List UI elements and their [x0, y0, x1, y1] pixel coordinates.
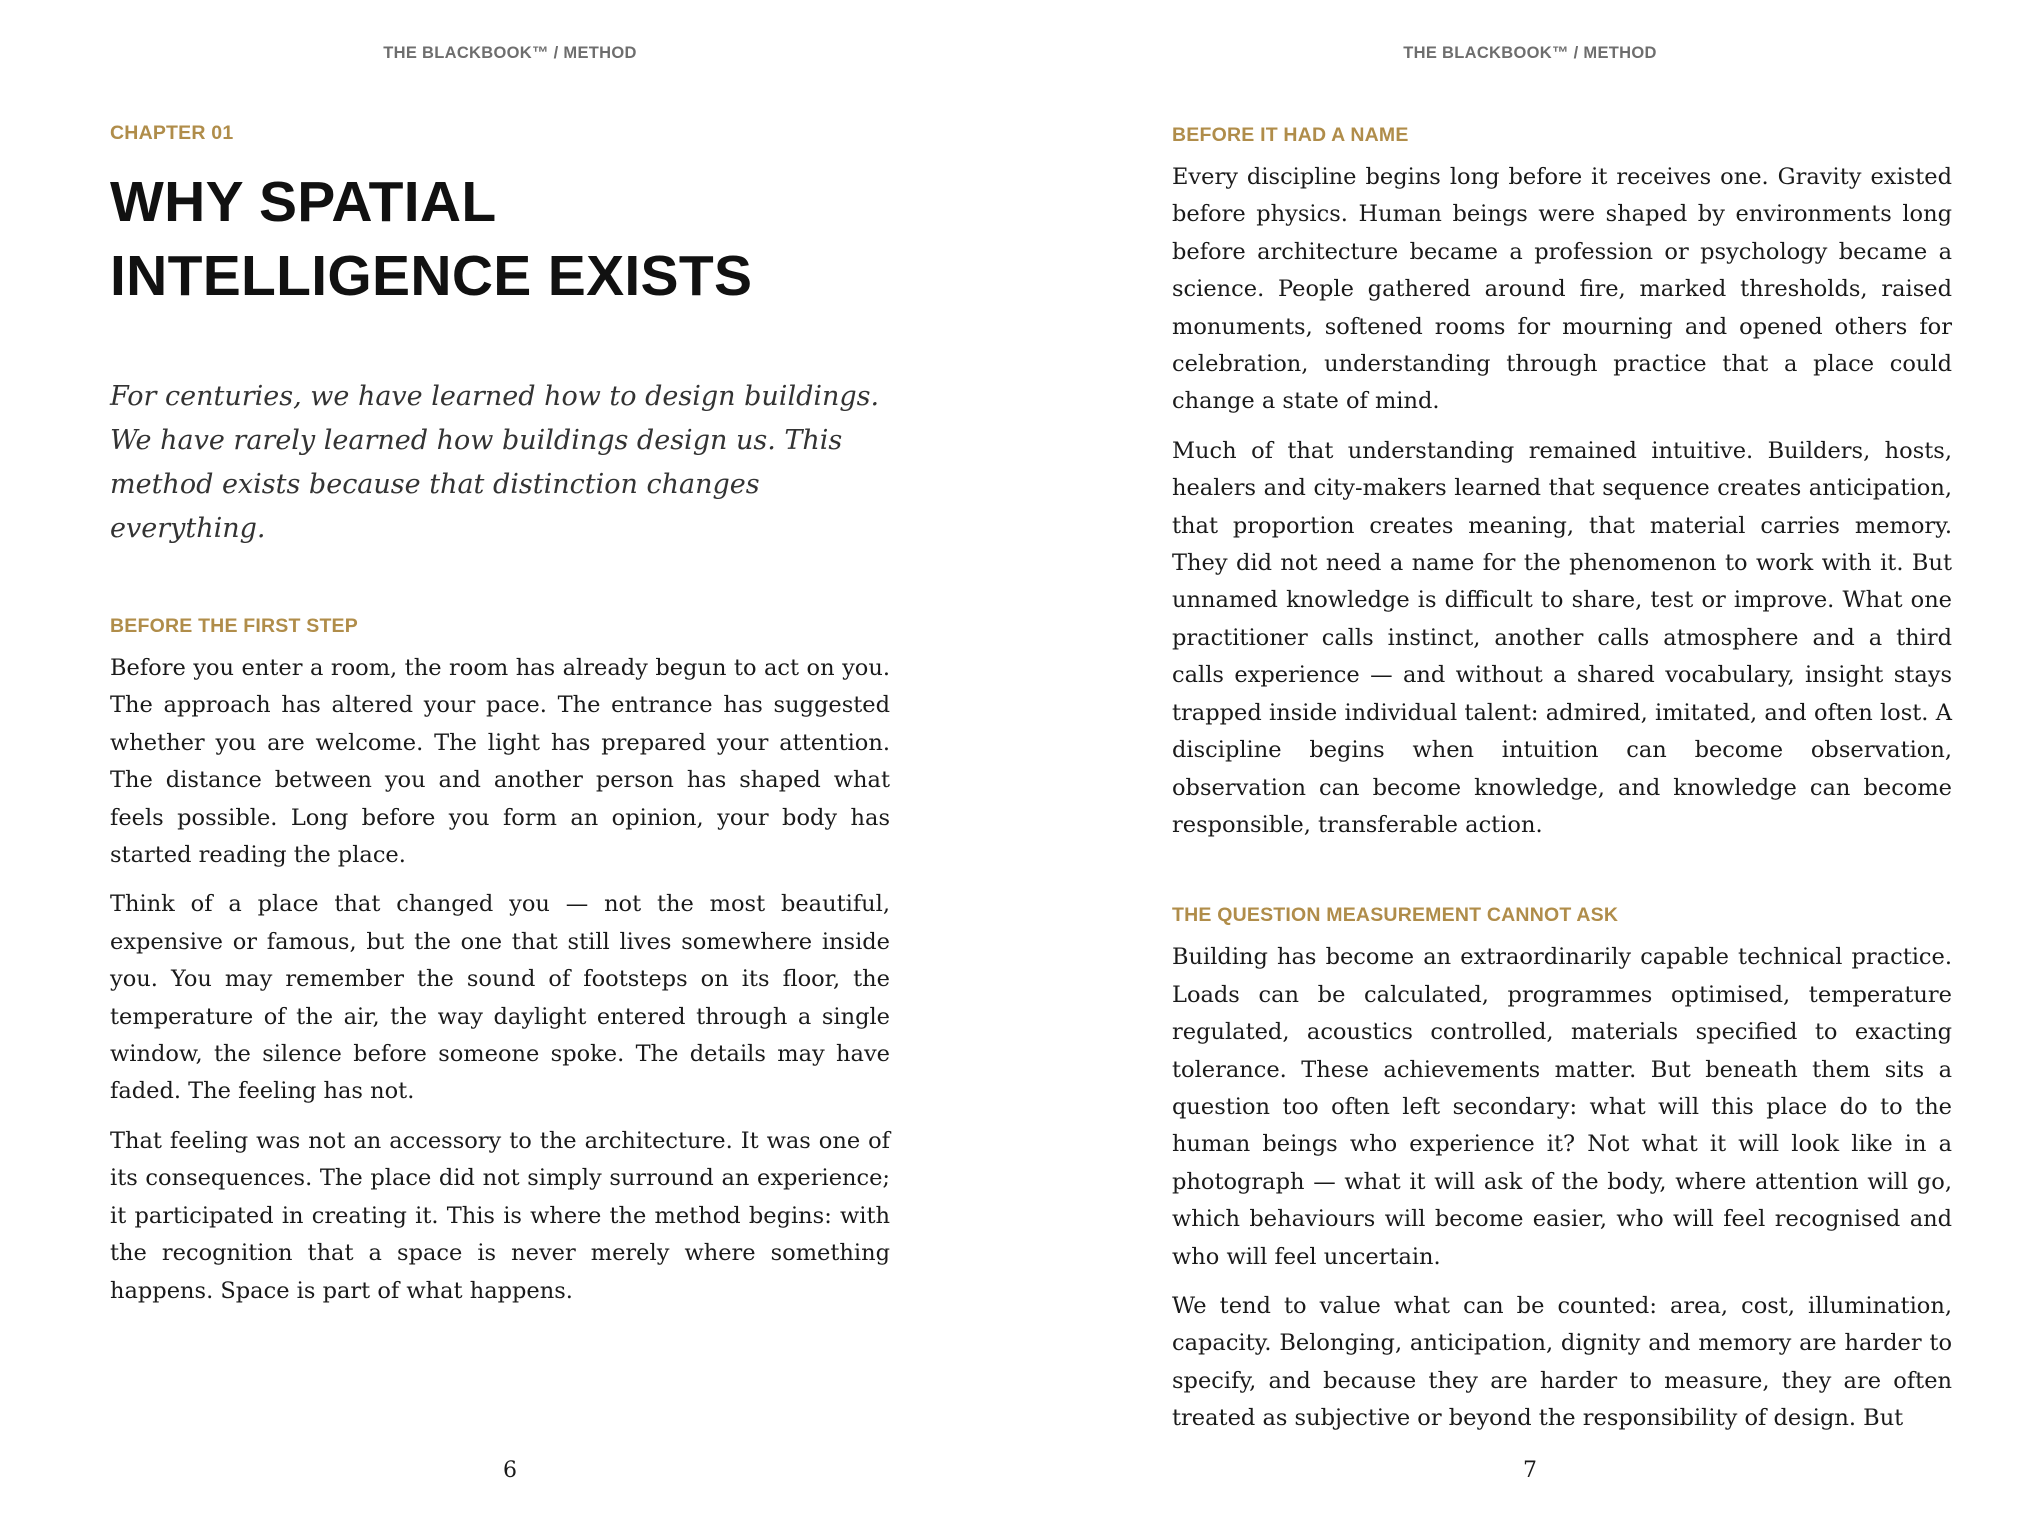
right-page: [1020, 0, 2040, 1533]
body-paragraph: Before you enter a room, the room has already begun to act on you. The approach has altered your pace. The entrance has suggested whether you are welcome. The light has prepared your attention. The distance between you and another person has shaped what feels possible. Long before you form an opinion, your body has started reading the place.: [110, 655, 890, 869]
chapter-lede: For centuries, we have learned how to design buildings. We have rarely learned how buildings design us. This method exists because that distinction changes everything.: [110, 381, 880, 544]
section-heading-before-the-first-step: BEFORE THE FIRST STEP: [110, 615, 358, 637]
section-heading-the-question-measurement-cannot-ask: THE QUESTION MEASUREMENT CANNOT ASK: [1172, 904, 1619, 927]
body-paragraph: That feeling was not an accessory to the architecture. It was one of its consequences. The place did not simply surround an experience; it participated in creating it. This is where the method begins: with the recognition that a space is never merely where something happens. Space is part of what happens.: [110, 1127, 890, 1304]
body-paragraph: We tend to value what can be counted: area, cost, illumination, capacity. Belonging, anticipation, dignity and memory are harder to specify, and because they are harder to measure, they are often treated as subjective or beyond the responsibility of design. But: [1172, 1292, 1952, 1432]
chapter-title-line-2: INTELLIGENCE EXISTS: [110, 244, 753, 308]
body-paragraph: Every discipline begins long before it receives one. Gravity existed before physics. Human beings were shaped by environments long before architecture became a profession or psychology became a science. People gathered around fire, marked thresholds, raised monuments, softened rooms for mourning and opened others for celebration, understanding through practice that a place could change a state of mind.: [1172, 164, 1952, 415]
running-head: THE BLACKBOOK™ / METHOD: [383, 44, 637, 62]
body-paragraph: Building has become an extraordinarily capable technical practice. Loads can be calculated, programmes optimised, temperature regulated, acoustics controlled, materials specified to exacting tolerance. These achievements matter. But beneath them sits a question too often left secondary: what will this place do to the human beings who experience it? Not what it will look like in a photograph — what it will ask of the body, where attention will go, which behaviours will become easier, who will feel recognised and who will feel uncertain.: [1172, 944, 1952, 1270]
section-heading-before-it-had-a-name: BEFORE IT HAD A NAME: [1172, 124, 1409, 146]
body-paragraph: Think of a place that changed you — not the most beautiful, expensive or famous, but the one that still lives somewhere inside you. You may remember the sound of footsteps on its floor, the temperature of the air, the way daylight entered through a single window, the silence before someone spoke. The details may have faded. The feeling has not.: [110, 891, 890, 1105]
chapter-title-line-1: WHY SPATIAL: [110, 170, 497, 234]
page-number: 6: [503, 1458, 517, 1483]
running-head: THE BLACKBOOK™ / METHOD: [1403, 44, 1657, 62]
page-number: 7: [1523, 1458, 1537, 1483]
chapter-title: [110, 165, 890, 313]
body-paragraph: Much of that understanding remained intuitive. Builders, hosts, healers and city-makers learned that sequence creates anticipation, that proportion creates meaning, that material carries memory. They did not need a name for the phenomenon to work with it. But unnamed knowledge is difficult to share, test or improve. What one practitioner calls instinct, another calls atmosphere and a third calls experience — and without a shared vocabulary, insight stays trapped inside individual talent: admired, imitated, and often lost. A discipline begins when intuition can become observation, observation can become knowledge, and knowledge can become responsible, transferable action.: [1172, 437, 1952, 838]
left-page-content: [110, 122, 890, 1322]
chapter-label: CHAPTER 01: [110, 122, 234, 144]
right-page-content: [1172, 124, 1952, 1450]
